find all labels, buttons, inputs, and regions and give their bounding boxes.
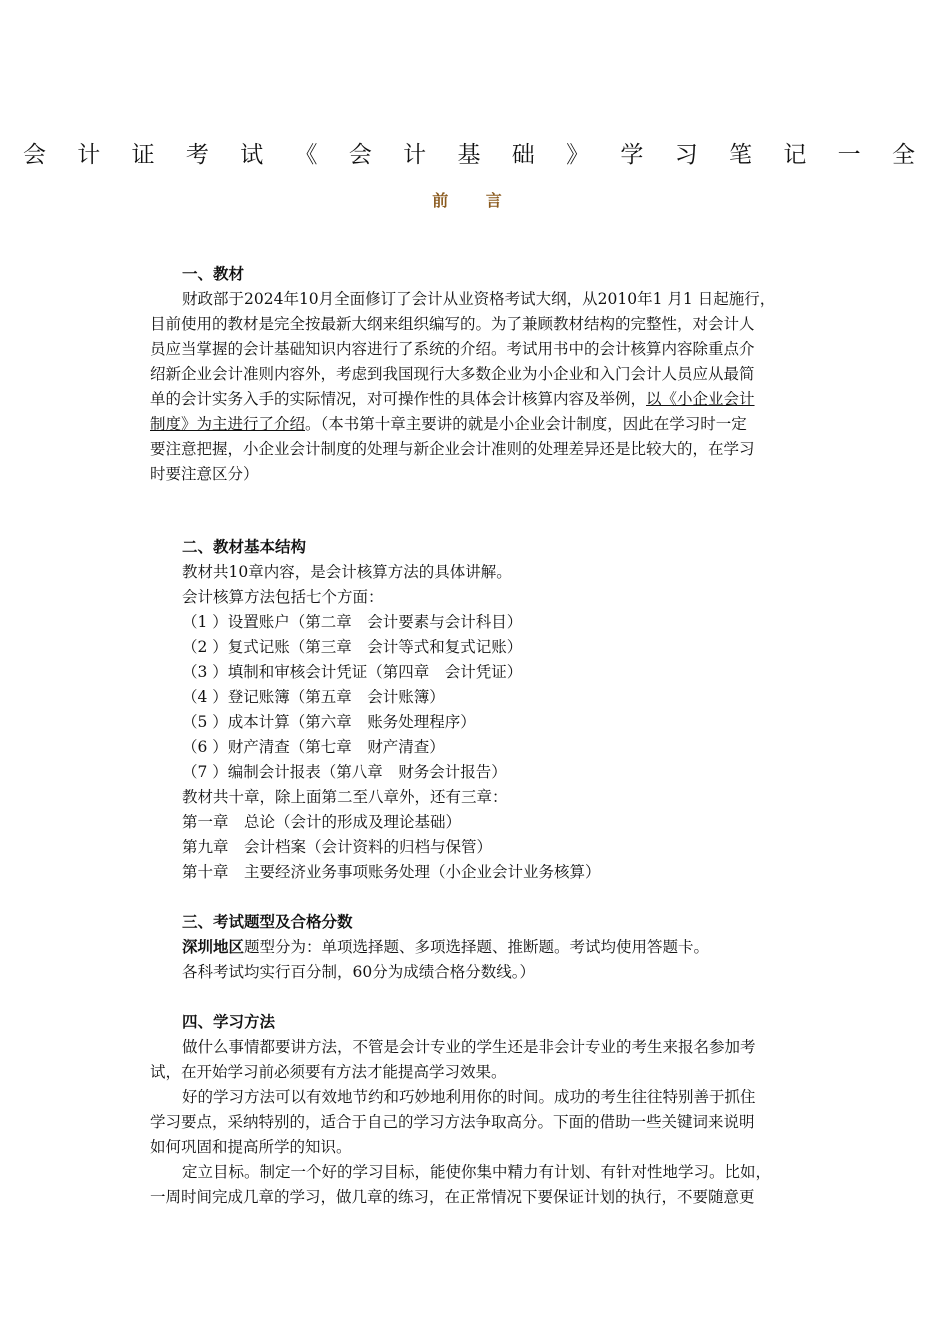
section-1-line-1: 财政部于2024年10月全面修订了会计从业资格考试大纲，从2010年1 月1 日起施行， bbox=[182, 290, 776, 308]
region-label: 深圳地区 bbox=[182, 937, 245, 956]
chapter-9-line: 第九章 会计档案（会计资料的归档与保管） bbox=[182, 838, 493, 856]
section-4-line-3: 好的学习方法可以有效地节约和巧妙地利用你的时间。成功的考生往往特别善于抓住 bbox=[182, 1088, 756, 1106]
underlined-reference-start: 以《小企业会计 bbox=[646, 390, 755, 408]
method-item-3: （3 ）填制和审核会计凭证（第四章 会计凭证） bbox=[182, 663, 523, 681]
section-2-line-10: 教材共十章，除上面第二至八章外，还有三章： bbox=[182, 788, 508, 806]
section-4-heading: 四、学习方法 bbox=[182, 1012, 276, 1031]
section-2-line-1: 教材共10章内容，是会计核算方法的具体讲解。 bbox=[182, 563, 512, 581]
section-1-line-7: 要注意把握，小企业会计制度的处理与新企业会计准则的处理差异还是比较大的，在学习 bbox=[150, 440, 755, 458]
document-title: 会 计 证 考 试 《 会 计 基 础 》 学 习 笔 记 一 全 bbox=[23, 142, 927, 168]
underlined-reference-end: 制度》为主进行了介绍 bbox=[150, 415, 306, 433]
chapter-10-line: 第十章 主要经济业务事项账务处理（小企业会计业务核算） bbox=[182, 863, 601, 881]
section-1-line-3: 员应当掌握的会计基础知识内容进行了系统的介绍。考试用书中的会计核算内容除重点介 bbox=[150, 340, 755, 358]
chapter-1-line: 第一章 总论（会计的形成及理论基础） bbox=[182, 813, 462, 831]
section-4-line-2: 试，在开始学习前必须要有方法才能提高学习效果。 bbox=[150, 1063, 507, 1081]
section-1-line-8: 时要注意区分） bbox=[150, 465, 259, 483]
section-1-line-6-text: 。（本书第十章主要讲的就是小企业会计制度，因此在学习时一定 bbox=[305, 415, 747, 433]
section-1-line-5 bbox=[150, 387, 755, 411]
section-1-line-4: 绍新企业会计准则内容外，考虑到我国现行大多数企业为小企业和入门会计人员应从最简 bbox=[150, 365, 755, 383]
section-1-line-5-text: 单的会计实务入手的实际情况，对可操作性的具体会计核算内容及举例， bbox=[150, 390, 647, 408]
method-item-6: （6 ）财产清查（第七章 财产清查） bbox=[182, 738, 445, 756]
section-4-line-5: 如何巩固和提高所学的知识。 bbox=[150, 1138, 352, 1156]
section-2-line-2: 会计核算方法包括七个方面： bbox=[182, 588, 384, 606]
section-4-line-6: 定立目标。制定一个好的学习目标，能使你集中精力有计划、有针对性地学习。比如， bbox=[182, 1163, 772, 1181]
method-item-4: （4 ）登记账簿（第五章 会计账簿） bbox=[182, 688, 445, 706]
preface-heading: 前 言 bbox=[432, 191, 518, 210]
method-item-7: （7 ）编制会计报表（第八章 财务会计报告） bbox=[182, 763, 507, 781]
section-3-line-1 bbox=[182, 935, 709, 959]
section-4-line-7: 一周时间完成几章的学习，做几章的练习，在正常情况下要保证计划的执行，不要随意更 bbox=[150, 1188, 755, 1206]
section-2-heading: 二、教材基本结构 bbox=[182, 537, 307, 556]
section-4-line-1: 做什么事情都要讲方法，不管是会计专业的学生还是非会计专业的考生来报名参加考 bbox=[182, 1038, 756, 1056]
section-3-line-2: 各科考试均实行百分制，60分为成绩合格分数线。） bbox=[182, 963, 535, 981]
section-3-line-1-text: 题型分为：单项选择题、多项选择题、推断题。考试均使用答题卡。 bbox=[244, 938, 710, 956]
section-4-line-4: 学习要点，采纳特别的，适合于自己的学习方法争取高分。下面的借助一些关键词来说明 bbox=[150, 1113, 755, 1131]
method-item-1: （1 ）设置账户（第二章 会计要素与会计科目） bbox=[182, 613, 523, 631]
method-item-5: （5 ）成本计算（第六章 账务处理程序） bbox=[182, 713, 476, 731]
section-3-heading: 三、考试题型及合格分数 bbox=[182, 912, 353, 931]
section-1-line-2: 目前使用的教材是完全按最新大纲来组织编写的。为了兼顾教材结构的完整性，对会计人 bbox=[150, 315, 755, 333]
method-item-2: （2 ）复式记账（第三章 会计等式和复式记账） bbox=[182, 638, 523, 656]
section-1-heading: 一、教材 bbox=[182, 264, 245, 283]
section-1-line-6 bbox=[150, 412, 747, 436]
